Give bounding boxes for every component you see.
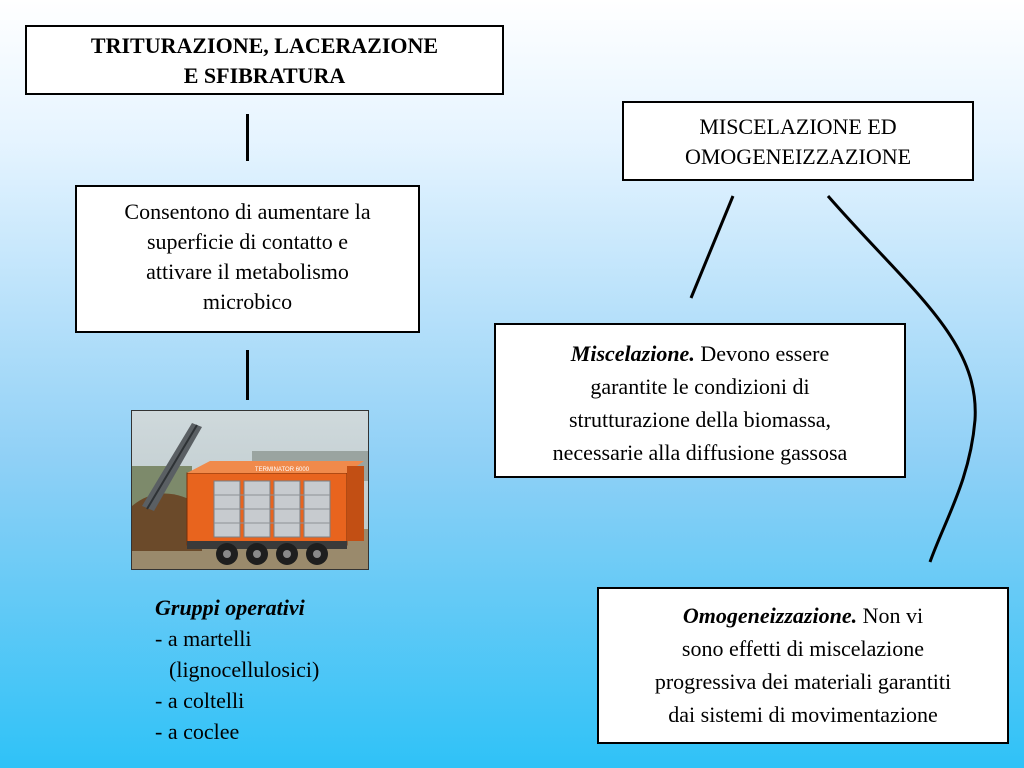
homogenization-text-line-4: dai sistemi di movimentazione [668,702,938,727]
operating-group-item: - a coltelli [155,688,245,713]
description-line-4: microbico [202,289,293,314]
mixing-text-line-4: necessarie alla diffusione gassosa [552,440,848,465]
homogenization-text-line-2: sono effetti di miscelazione [681,636,925,661]
description-line-2: superficie di contatto e [147,229,348,254]
operating-group-item: - a coclee [155,719,240,744]
mixing-text-line-1: Devono essere [694,341,830,366]
trituration-title-line1: TRITURAZIONE, LACERAZIONE [90,33,439,58]
mixing-title-line2: OMOGENEIZZAZIONE [684,144,912,169]
homogenization-term: Omogeneizzazione. [682,603,858,628]
operating-group-item: - a martelli [155,626,252,651]
operating-group-item-note: (lignocellulosici) [169,657,320,682]
homogenization-description-box [597,587,1009,744]
mixing-text-line-3: strutturazione della biomassa, [568,407,832,432]
mixing-title-line1: MISCELAZIONE ED [699,114,897,139]
homogenization-text-line-1: Non vi [857,603,924,628]
mixing-term: Miscelazione. [570,341,695,366]
operating-groups-heading: Gruppi operativi [155,595,305,620]
homogenization-text-line-3: progressiva dei materiali garantiti [654,669,952,694]
connector-title-to-mixing [691,196,733,298]
description-line-1: Consentono di aumentare la [124,199,371,224]
mixing-description-box [494,323,906,478]
description-line-3: attivare il metabolismo [146,259,349,284]
trituration-title-line2: E SFIBRATURA [183,63,346,88]
machine-brand-label: TERMINATOR 6000 [254,467,310,473]
mixing-text-line-2: garantite le condizioni di [590,374,810,399]
